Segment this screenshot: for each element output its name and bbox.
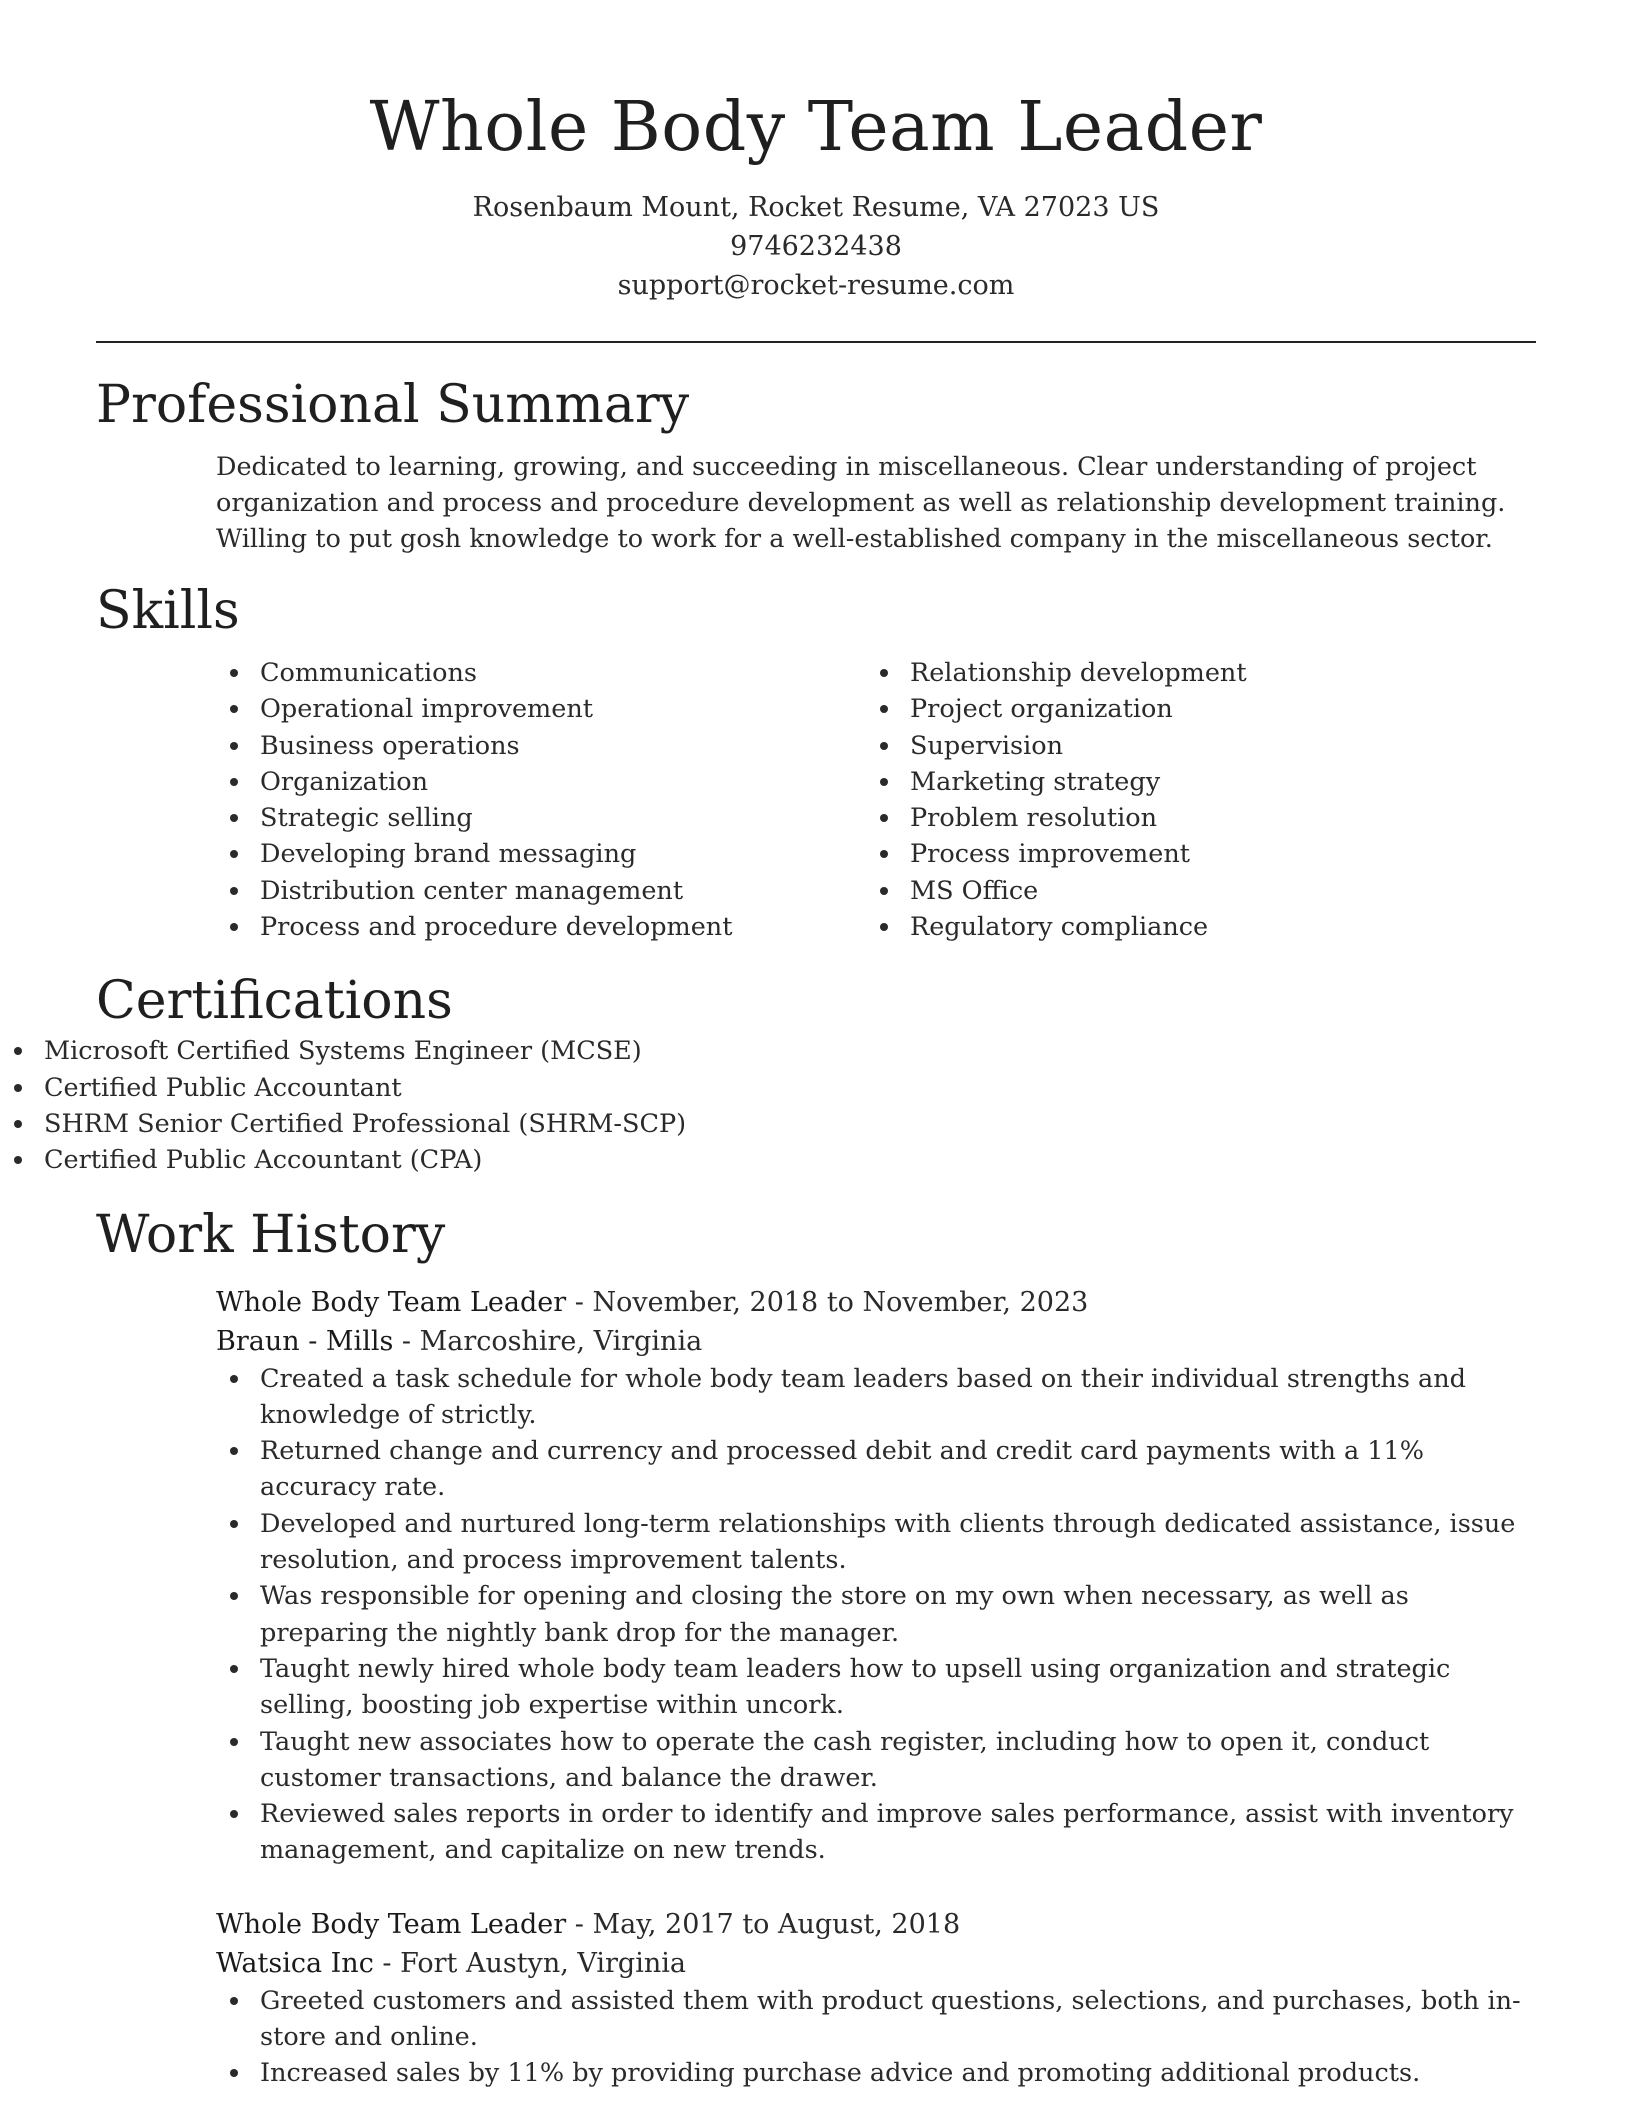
list-item <box>866 655 1516 691</box>
list-item-text: Developing brand messaging <box>260 839 637 870</box>
summary-text: Dedicated to learning, growing, and succeeding in miscellaneous. Clear understanding of project organization and process and procedure development as well as relationship development training. Willing to put gosh knowledge to work for a well-established company in the miscellaneous sector. <box>216 452 1506 554</box>
list-item <box>866 728 1516 764</box>
bullet-icon <box>230 2069 238 2077</box>
skills-list-left <box>216 655 866 945</box>
resume-header <box>0 0 1632 305</box>
job-title-line <box>216 1905 1536 1944</box>
list-item-text: Project organization <box>910 694 1173 725</box>
list-item <box>216 728 866 764</box>
skills-columns <box>216 655 1632 945</box>
bullet-icon <box>230 778 238 786</box>
skills-section <box>0 579 1632 945</box>
list-item-text: Strategic selling <box>260 803 473 834</box>
bullet-icon <box>230 705 238 713</box>
bullet-icon <box>230 669 238 677</box>
list-item <box>216 800 866 836</box>
bullet-icon <box>880 705 888 713</box>
list-item-text: Microsoft Certified Systems Engineer (MCSE) <box>44 1036 642 1067</box>
summary-section <box>0 373 1632 557</box>
list-item <box>216 2055 1536 2091</box>
work-history-section <box>0 1203 1632 2092</box>
bullet-icon <box>230 1997 238 2005</box>
list-item <box>866 836 1516 872</box>
header-divider <box>96 341 1536 343</box>
list-item <box>216 1651 1536 1724</box>
list-item-text: Business operations <box>260 730 520 761</box>
bullet-icon <box>230 850 238 858</box>
bullet-icon <box>880 778 888 786</box>
job-role: Whole Body Team Leader <box>216 1286 567 1318</box>
bullet-icon <box>230 814 238 822</box>
bullet-icon <box>230 1375 238 1383</box>
bullet-icon <box>14 1120 22 1128</box>
list-item-text: Reviewed sales reports in order to identify and improve sales performance, assist with inventory management, and capitalize on new trends. <box>260 1799 1514 1866</box>
bullet-icon <box>880 742 888 750</box>
list-item-text: Relationship development <box>910 658 1247 688</box>
job-dates: - May, 2017 to August, 2018 <box>566 1908 961 1940</box>
list-item-text: Regulatory compliance <box>910 912 1209 943</box>
job-title-line <box>216 1283 1536 1322</box>
list-item <box>216 1433 1536 1506</box>
list-item <box>216 764 866 800</box>
list-item <box>866 691 1516 727</box>
list-item-text: Organization <box>260 766 429 797</box>
list-item <box>0 1033 1632 1069</box>
list-item-text: Returned change and currency and processed debit and credit card payments with a 11% accuracy rate. <box>260 1436 1424 1503</box>
list-item-text: Certified Public Accountant (CPA) <box>44 1145 483 1176</box>
list-item-text: Marketing strategy <box>910 766 1161 797</box>
bullet-icon <box>14 1084 22 1092</box>
bullet-icon <box>880 814 888 822</box>
job-company: Braun - Mills <box>216 1325 394 1357</box>
skills-column-left <box>216 655 866 945</box>
list-item-text: Developed and nurtured long-term relationships with clients through dedicated assistance, issue resolution, and process improvement talents. <box>260 1508 1516 1576</box>
bullet-icon <box>230 1810 238 1818</box>
skills-heading: Skills <box>96 581 240 641</box>
list-item-text: Process and procedure development <box>260 912 733 943</box>
bullet-icon <box>230 887 238 895</box>
list-item-text: Distribution center management <box>260 875 684 906</box>
job-entry <box>216 1905 1536 2092</box>
list-item <box>866 873 1516 909</box>
list-item <box>216 1578 1536 1651</box>
bullet-icon <box>230 742 238 750</box>
skills-column-right <box>866 655 1516 945</box>
list-item-text: Created a task schedule for whole body team leaders based on their individual strengths and knowledge of strictly. <box>260 1363 1466 1430</box>
job-location: - Fort Austyn, Virginia <box>373 1947 686 1979</box>
bullet-icon <box>880 669 888 677</box>
list-item <box>216 1361 1536 1434</box>
job-bullet-list <box>216 1983 1536 2092</box>
email-text: support@rocket-resume.com <box>617 270 1015 301</box>
list-item <box>216 1796 1536 1869</box>
contact-block <box>0 188 1632 305</box>
job-bullet-list <box>216 1361 1536 1869</box>
list-item-text: Operational improvement <box>260 694 593 725</box>
summary-heading: Professional Summary <box>96 375 690 435</box>
bullet-icon <box>230 1665 238 1673</box>
list-item <box>216 655 866 691</box>
certifications-list <box>0 1033 1632 1178</box>
list-item-text: Greeted customers and assisted them with product questions, selections, and purchases, both in-store and online. <box>260 1985 1521 2053</box>
phone-text: 9746232438 <box>730 231 902 262</box>
candidate-name: Whole Body Team Leader <box>369 88 1263 167</box>
bullet-icon <box>230 1738 238 1746</box>
list-item <box>216 691 866 727</box>
list-item-text: Taught new associates how to operate the cash register, including how to open it, conduct customer transactions, and balance the drawer. <box>260 1726 1430 1793</box>
list-item <box>216 1506 1536 1579</box>
list-item-text: Process improvement <box>910 839 1190 870</box>
address-text: Rosenbaum Mount, Rocket Resume, VA 27023 US <box>472 192 1160 223</box>
job-company-line <box>216 1944 1536 1983</box>
job-location: - Marcoshire, Virginia <box>393 1325 703 1357</box>
job-company: Watsica Inc <box>216 1947 374 1979</box>
list-item <box>216 873 866 909</box>
bullet-icon <box>230 923 238 931</box>
certifications-heading: Certifications <box>96 971 453 1032</box>
list-item-text: Increased sales by 11% by providing purchase advice and promoting additional products. <box>260 2058 1421 2089</box>
list-item-text: Certified Public Accountant <box>44 1072 402 1103</box>
job-company-line <box>216 1322 1536 1361</box>
list-item <box>216 909 866 945</box>
bullet-icon <box>880 850 888 858</box>
list-item <box>0 1142 1632 1178</box>
list-item-text: MS Office <box>910 875 1039 906</box>
bullet-icon <box>230 1592 238 1600</box>
skills-list-right <box>866 655 1516 945</box>
list-item <box>866 800 1516 836</box>
list-item-text: SHRM Senior Certified Professional (SHRM-SCP) <box>44 1108 687 1139</box>
list-item <box>866 764 1516 800</box>
job-role: Whole Body Team Leader <box>216 1908 567 1940</box>
bullet-icon <box>14 1156 22 1164</box>
list-item <box>866 909 1516 945</box>
list-item <box>216 836 866 872</box>
list-item-text: Taught newly hired whole body team leaders how to upsell using organization and strategic selling, boosting job expertise within uncork. <box>260 1653 1451 1721</box>
list-item <box>216 1724 1536 1797</box>
work-history-heading: Work History <box>96 1204 446 1265</box>
list-item <box>0 1070 1632 1106</box>
list-item <box>216 1983 1536 2056</box>
bullet-icon <box>880 887 888 895</box>
job-dates: - November, 2018 to November, 2023 <box>566 1286 1089 1318</box>
list-item-text: Was responsible for opening and closing the store on my own when necessary, as well as preparing the nightly bank drop for the manager. <box>260 1581 1409 1648</box>
list-item-text: Supervision <box>910 730 1064 761</box>
bullet-icon <box>880 923 888 931</box>
certifications-section <box>0 969 1632 1178</box>
bullet-icon <box>230 1520 238 1528</box>
list-item-text: Problem resolution <box>910 803 1158 834</box>
list-item-text: Communications <box>260 658 477 688</box>
bullet-icon <box>230 1447 238 1455</box>
bullet-icon <box>14 1047 22 1055</box>
list-item <box>0 1106 1632 1142</box>
job-entry <box>216 1283 1536 1869</box>
